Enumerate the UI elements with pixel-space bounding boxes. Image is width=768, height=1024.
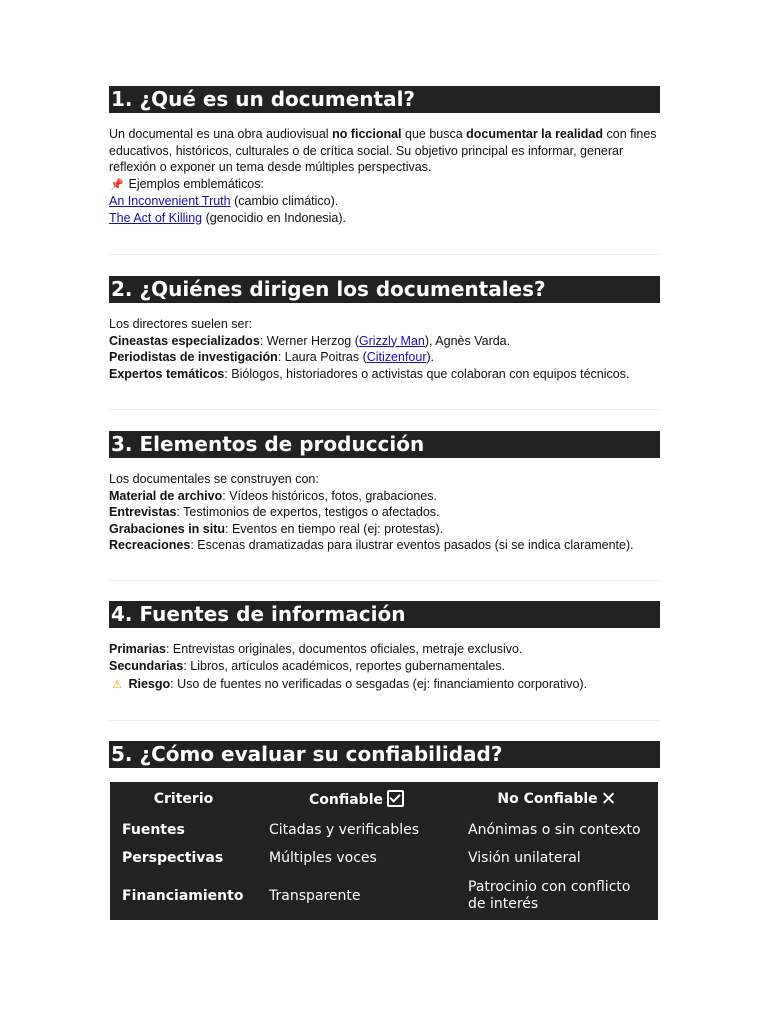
production-item-3 — [109, 521, 660, 538]
directors-item-2-text: : Laura Poitras ( — [277, 350, 367, 364]
production-item-2-label: Entrevistas — [109, 505, 177, 519]
checkbox-check-icon — [387, 790, 404, 807]
grizzly-man-link[interactable]: Grizzly Man — [358, 333, 425, 348]
section-2-heading: 2. ¿Quiénes dirigen los documentales? — [109, 276, 660, 303]
example-2-note: (genocidio en Indonesia). — [202, 210, 346, 225]
divider — [109, 254, 660, 255]
divider — [109, 580, 660, 581]
example-1-link[interactable]: An Inconvenient Truth — [109, 194, 231, 208]
sources-item-1-text: : Entrevistas originales, documentos oficiales, metraje exclusivo. — [165, 642, 523, 656]
warning-icon: ⚠ — [112, 678, 122, 691]
header-confiable-label: Confiable — [309, 792, 383, 808]
directors-item-2-label: Periodistas de investigación — [109, 350, 278, 364]
production-item-3-label: Grabaciones in situ — [109, 521, 226, 536]
sources-item-3 — [109, 676, 660, 694]
table-cell-criterion: Financiamiento — [122, 887, 244, 904]
header-criterio — [110, 782, 257, 816]
definition-bold-1: no ficcional — [332, 127, 402, 141]
section-4-body — [109, 641, 660, 694]
table-cell-unreliable: Visión unilateral — [468, 849, 581, 866]
directors-item-1-label: Cineastas especializados — [109, 333, 260, 348]
definition-bold-2: documentar la realidad — [466, 127, 604, 141]
examples-label: Ejemplos emblemáticos: — [128, 176, 264, 191]
example-2 — [109, 210, 660, 227]
example-1-note: (cambio climático). — [230, 194, 339, 208]
header-no-confiable — [456, 782, 658, 816]
production-item-3-text: : Eventos en tiempo real (ej: protestas). — [225, 521, 444, 536]
production-item-4-text: : Escenas dramatizadas para ilustrar eventos pasados (si se indica claramente). — [190, 538, 634, 552]
directors-item-3 — [109, 366, 660, 383]
production-item-4-label: Recreaciones — [109, 538, 191, 552]
table-cell-unreliable: Patrocinio con conflicto de interés — [468, 879, 631, 912]
section-evaluate-reliability — [109, 741, 660, 768]
table-cell-criterion: Perspectivas — [122, 849, 224, 866]
table-row — [110, 872, 658, 920]
definition-text-3: con fines educativos, históricos, culturales o de crítica social. Su objetivo principal es informar, generar reflexión o exponer un tema desde múltiples perspectivas. — [109, 127, 657, 174]
section-2-body — [109, 316, 660, 382]
production-item-2-text: : Testimonios de expertos, testigos o afectados. — [176, 505, 440, 519]
section-what-is-documentary — [109, 86, 660, 226]
divider — [109, 720, 660, 721]
production-item-2 — [109, 504, 660, 521]
sources-item-1 — [109, 641, 660, 658]
section-production-elements — [109, 431, 660, 554]
table-row — [110, 844, 658, 872]
table-cell-unreliable: Anónimas o sin contexto — [468, 821, 641, 838]
table-cell-reliable: Múltiples voces — [269, 849, 377, 866]
definition-text-2: que busca — [401, 127, 467, 141]
table-cell-criterion: Fuentes — [122, 821, 185, 838]
table-row — [110, 816, 658, 844]
example-2-link[interactable]: The Act of Killing — [109, 210, 203, 225]
cross-x-icon: ✕ — [600, 788, 617, 810]
definition-text-1: Un documental es una obra audiovisual — [109, 127, 333, 141]
section-3-heading: 3. Elementos de producción — [109, 431, 660, 458]
divider — [109, 409, 660, 410]
sources-item-2-text: : Libros, artículos académicos, reportes gubernamentales. — [183, 658, 506, 673]
production-item-1-label: Material de archivo — [109, 488, 223, 503]
header-confiable — [257, 782, 456, 816]
pushpin-icon: 📌 — [110, 177, 124, 191]
sources-item-1-label: Primarias — [109, 642, 166, 656]
citizenfour-link[interactable]: Citizenfour — [366, 350, 427, 364]
table-header-row — [110, 782, 658, 816]
definition-paragraph — [109, 126, 660, 176]
section-4-heading: 4. Fuentes de información — [109, 601, 660, 628]
directors-item-1-text-end: ), Agnès Varda. — [424, 333, 511, 348]
section-1-heading: 1. ¿Qué es un documental? — [109, 86, 660, 113]
sources-item-2-label: Secundarias — [109, 658, 184, 673]
example-1 — [109, 193, 660, 210]
production-item-1-text: : Vídeos históricos, fotos, grabaciones. — [222, 488, 437, 503]
header-no-confiable-label: No Confiable — [497, 791, 598, 807]
directors-item-2-text-end: ). — [426, 350, 435, 364]
sources-item-2 — [109, 658, 660, 675]
reliability-table — [110, 782, 658, 920]
production-intro: Los documentales se construyen con: — [109, 472, 319, 486]
directors-item-3-text: : Biólogos, historiadores o activistas que colaboran con equipos técnicos. — [224, 366, 630, 381]
production-item-4 — [109, 537, 660, 554]
table-cell-reliable: Transparente — [269, 887, 361, 904]
sources-item-3-label: Riesgo — [128, 677, 171, 691]
directors-intro: Los directores suelen ser: — [109, 317, 253, 331]
directors-item-1-text: : Werner Herzog ( — [259, 333, 359, 348]
production-item-1 — [109, 488, 660, 505]
directors-item-3-label: Expertos temáticos — [109, 366, 225, 381]
table-cell-reliable: Citadas y verificables — [269, 821, 420, 838]
examples-line — [109, 176, 660, 194]
section-3-body — [109, 471, 660, 554]
section-who-directs — [109, 276, 660, 382]
directors-item-2 — [109, 349, 660, 366]
section-1-body — [109, 126, 660, 226]
directors-item-1 — [109, 333, 660, 350]
section-5-heading: 5. ¿Cómo evaluar su confiabilidad? — [109, 741, 660, 768]
sources-item-3-text: : Uso de fuentes no verificadas o sesgadas (ej: financiamiento corporativo). — [170, 677, 588, 691]
header-criterio-label: Criterio — [153, 791, 214, 807]
section-information-sources — [109, 601, 660, 694]
